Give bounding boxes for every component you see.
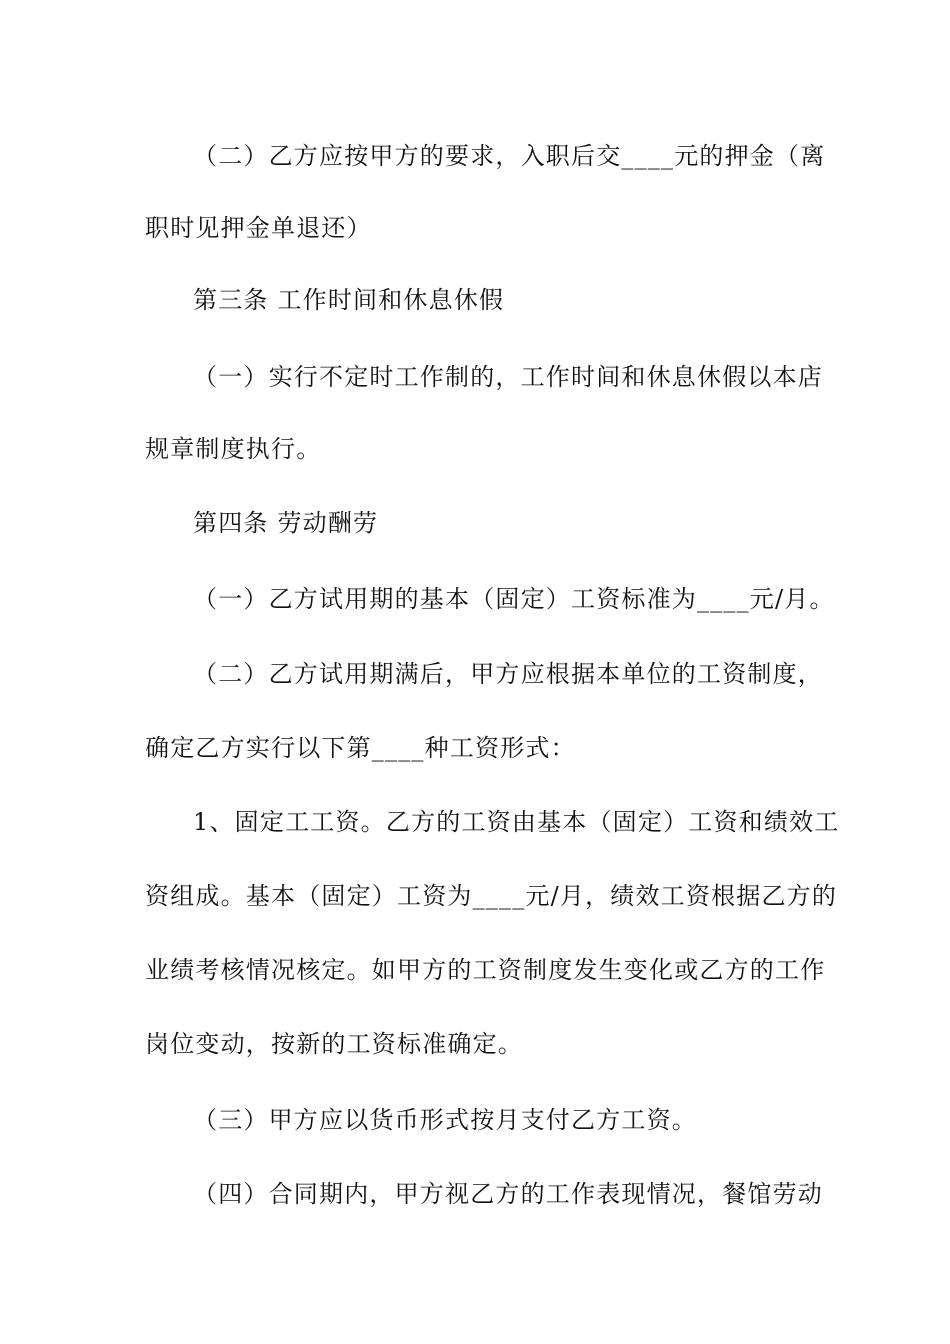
paragraph-line: 确定乙方实行以下第____种工资形式： [145, 734, 576, 762]
paragraph-line: 1、固定工工资。乙方的工资由基本（固定）工资和绩效工 [193, 808, 840, 836]
paragraph-line: （四）合同期内，甲方视乙方的工作表现情况，餐馆劳动 [193, 1180, 823, 1208]
paragraph-line: （一）实行不定时工作制的，工作时间和休息休假以本店 [193, 363, 823, 391]
paragraph-line: 职时见押金单退还） [145, 214, 372, 242]
paragraph-line: 岗位变动，按新的工资标准确定。 [145, 1030, 523, 1058]
paragraph-line: 规章制度执行。 [145, 435, 322, 463]
section-heading: 第四条 劳动酬劳 [193, 509, 379, 537]
section-heading: 第三条 工作时间和休息休假 [193, 286, 505, 314]
paragraph-line: （三）甲方应以货币形式按月支付乙方工资。 [193, 1106, 697, 1134]
paragraph-line: 业绩考核情况核定。如甲方的工资制度发生变化或乙方的工作 [145, 956, 826, 984]
paragraph-line: （一）乙方试用期的基本（固定）工资标准为____元/月。 [193, 585, 835, 613]
paragraph-line: （二）乙方试用期满后，甲方应根据本单位的工资制度， [193, 660, 823, 688]
paragraph-line: （二）乙方应按甲方的要求，入职后交____元的押金（离 [193, 142, 826, 170]
paragraph-line: 资组成。基本（固定）工资为____元/月，绩效工资根据乙方的 [145, 882, 838, 910]
